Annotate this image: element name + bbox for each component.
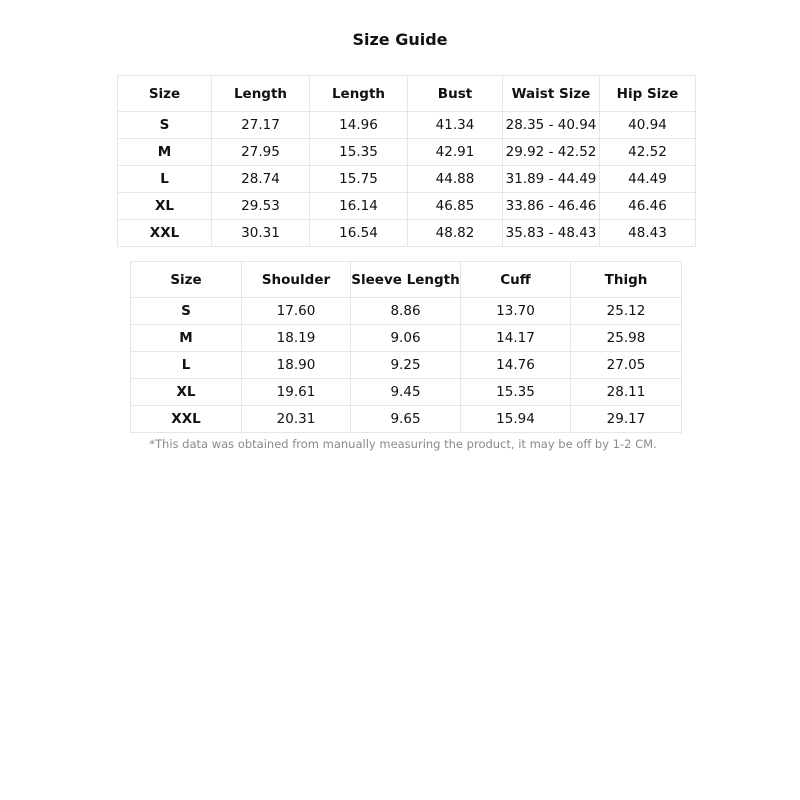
table-row (118, 193, 696, 220)
size-label-cell: S (131, 298, 242, 325)
table-row (118, 139, 696, 166)
measurement-cell: 14.76 (461, 352, 571, 379)
column-header: Hip Size (600, 76, 696, 112)
size-label-cell: M (118, 139, 212, 166)
column-header: Cuff (461, 262, 571, 298)
measurement-cell: 28.11 (571, 379, 682, 406)
size-table-limb-measurements (130, 261, 682, 433)
table-row (131, 352, 682, 379)
column-header: Size (131, 262, 242, 298)
table-header-row (131, 262, 682, 298)
measurement-cell: 27.05 (571, 352, 682, 379)
table-row (118, 220, 696, 247)
measurement-cell: 19.61 (242, 379, 351, 406)
measurement-cell: 14.96 (310, 112, 408, 139)
size-label-cell: S (118, 112, 212, 139)
measurement-cell: 48.82 (408, 220, 503, 247)
size-label-cell: L (118, 166, 212, 193)
measurement-cell: 8.86 (351, 298, 461, 325)
measurement-cell: 16.54 (310, 220, 408, 247)
measurement-cell: 44.49 (600, 166, 696, 193)
column-header: Size (118, 76, 212, 112)
measurement-cell: 29.92 - 42.52 (503, 139, 600, 166)
table-row (131, 298, 682, 325)
measurement-cell: 30.31 (212, 220, 310, 247)
measurement-cell: 9.45 (351, 379, 461, 406)
measurement-cell: 28.35 - 40.94 (503, 112, 600, 139)
page-title: Size Guide (352, 30, 448, 49)
column-header: Length (212, 76, 310, 112)
measurement-cell: 9.06 (351, 325, 461, 352)
measurement-cell: 15.35 (461, 379, 571, 406)
measurement-cell: 31.89 - 44.49 (503, 166, 600, 193)
table-row (118, 112, 696, 139)
column-header: Sleeve Length (351, 262, 461, 298)
column-header: Thigh (571, 262, 682, 298)
size-label-cell: M (131, 325, 242, 352)
measurement-cell: 9.65 (351, 406, 461, 433)
size-table-body-measurements (117, 75, 696, 247)
column-header: Shoulder (242, 262, 351, 298)
measurement-cell: 44.88 (408, 166, 503, 193)
size-label-cell: XL (118, 193, 212, 220)
size-label-cell: XXL (131, 406, 242, 433)
table-row (131, 325, 682, 352)
measurement-cell: 15.94 (461, 406, 571, 433)
measurement-cell: 25.98 (571, 325, 682, 352)
measurement-disclaimer: *This data was obtained from manually measuring the product, it may be off by 1-2 CM. (149, 437, 657, 451)
measurement-cell: 16.14 (310, 193, 408, 220)
measurement-cell: 15.35 (310, 139, 408, 166)
measurement-cell: 40.94 (600, 112, 696, 139)
table-row (118, 166, 696, 193)
measurement-cell: 18.19 (242, 325, 351, 352)
measurement-cell: 25.12 (571, 298, 682, 325)
size-label-cell: XL (131, 379, 242, 406)
measurement-cell: 27.17 (212, 112, 310, 139)
measurement-cell: 35.83 - 48.43 (503, 220, 600, 247)
measurement-cell: 9.25 (351, 352, 461, 379)
measurement-cell: 48.43 (600, 220, 696, 247)
measurement-cell: 42.52 (600, 139, 696, 166)
column-header: Length (310, 76, 408, 112)
column-header: Bust (408, 76, 503, 112)
size-label-cell: XXL (118, 220, 212, 247)
measurement-cell: 14.17 (461, 325, 571, 352)
measurement-cell: 17.60 (242, 298, 351, 325)
measurement-cell: 20.31 (242, 406, 351, 433)
measurement-cell: 18.90 (242, 352, 351, 379)
measurement-cell: 33.86 - 46.46 (503, 193, 600, 220)
table-header-row (118, 76, 696, 112)
column-header: Waist Size (503, 76, 600, 112)
measurement-cell: 13.70 (461, 298, 571, 325)
measurement-cell: 46.85 (408, 193, 503, 220)
measurement-cell: 46.46 (600, 193, 696, 220)
measurement-cell: 29.53 (212, 193, 310, 220)
measurement-cell: 27.95 (212, 139, 310, 166)
size-label-cell: L (131, 352, 242, 379)
measurement-cell: 15.75 (310, 166, 408, 193)
measurement-cell: 29.17 (571, 406, 682, 433)
measurement-cell: 41.34 (408, 112, 503, 139)
table-row (131, 406, 682, 433)
measurement-cell: 42.91 (408, 139, 503, 166)
measurement-cell: 28.74 (212, 166, 310, 193)
table-row (131, 379, 682, 406)
